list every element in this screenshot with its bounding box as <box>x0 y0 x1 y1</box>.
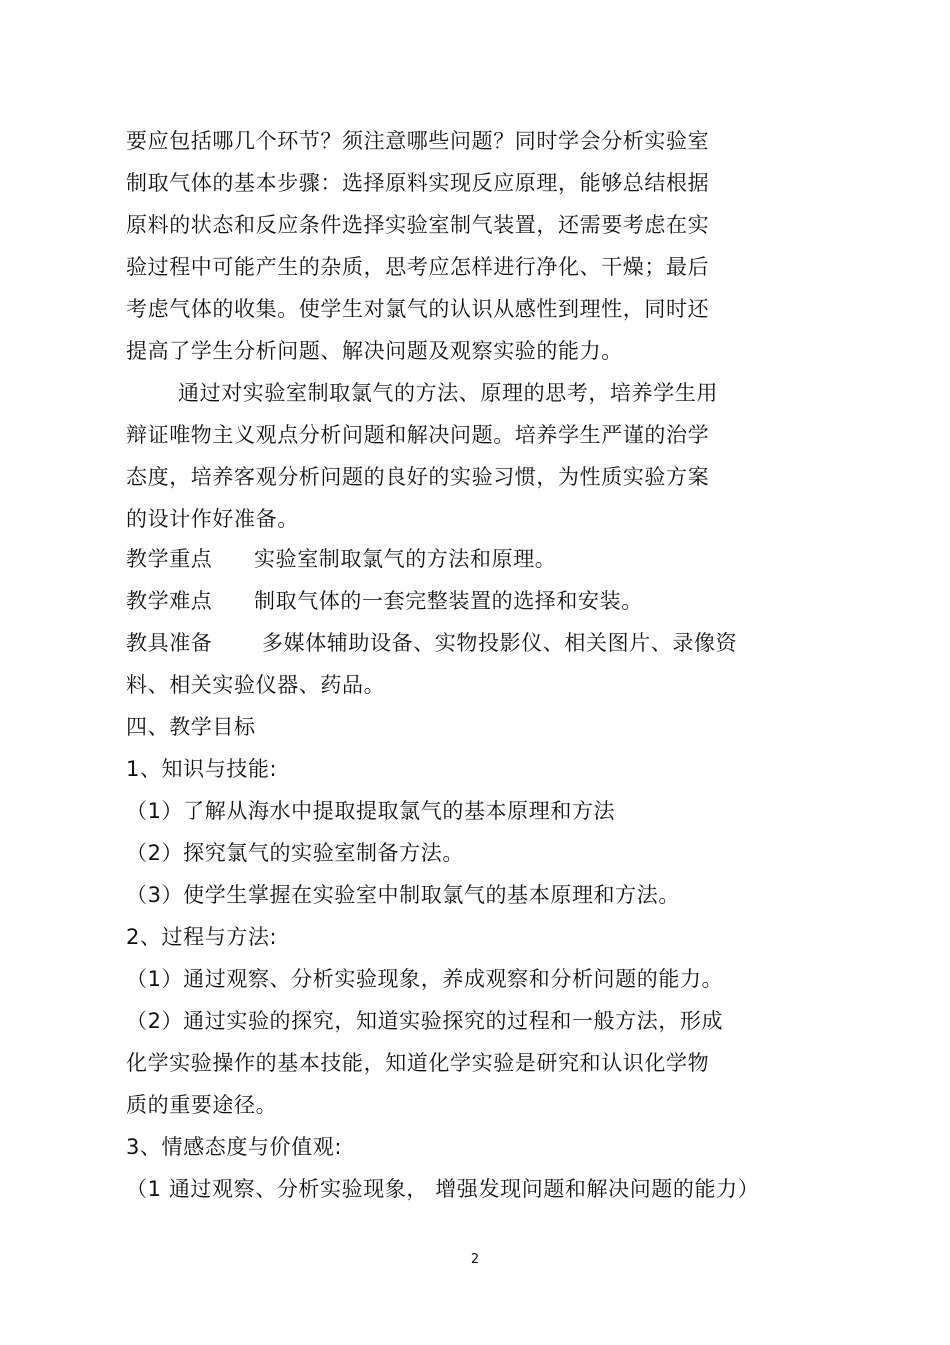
goal-1-item-2: （2）探究氯气的实验室制备方法。 <box>126 841 464 865</box>
page-number: 2 <box>470 1252 480 1267</box>
difficulty-label: 教学难点 <box>126 589 213 613</box>
goal-1-title: 1、知识与技能: <box>126 757 278 781</box>
goal-3-item-1: （1 通过观察、分析实验现象， 增强发现问题和解决问题的能力） <box>126 1177 760 1201</box>
goal-2-item-1: （1）通过观察、分析实验现象，养成观察和分析问题的能力。 <box>126 967 724 991</box>
goal-1-item-1: （1）了解从海水中提取提取氯气的基本原理和方法 <box>126 799 616 823</box>
paragraph-1-line-2: 制取气体的基本步骤：选择原料实现反应原理，能够总结根据 <box>126 171 710 195</box>
key-point-label: 教学重点 <box>126 547 213 571</box>
key-point-text: 实验室制取氯气的方法和原理。 <box>254 547 557 571</box>
paragraph-1-line-5: 考虑气体的收集。使学生对氯气的认识从感性到理性，同时还 <box>126 297 710 321</box>
goal-2-item-2-continued-1: 化学实验操作的基本技能，知道化学实验是研究和认识化学物 <box>126 1051 710 1075</box>
equipment-row <box>126 630 737 656</box>
paragraph-1-line-6: 提高了学生分析问题、解决问题及观察实验的能力。 <box>126 339 623 363</box>
equipment-label: 教具准备 <box>126 631 213 655</box>
equipment-text: 多媒体辅助设备、实物投影仪、相关图片、录像资 <box>262 631 738 655</box>
paragraph-2-line-1: 通过对实验室制取氯气的方法、原理的思考，培养学生用 <box>178 381 718 405</box>
goal-2-item-2: （2）通过实验的探究，知道实验探究的过程和一般方法，形成 <box>126 1009 724 1033</box>
goal-2-title: 2、过程与方法: <box>126 925 278 949</box>
difficulty-row <box>126 588 643 614</box>
goal-1-item-3: （3）使学生掌握在实验室中制取氯气的基本原理和方法。 <box>126 883 680 907</box>
paragraph-1-line-4: 验过程中可能产生的杂质，思考应怎样进行净化、干燥；最后 <box>126 255 710 279</box>
paragraph-1-line-3: 原料的状态和反应条件选择实验室制气装置，还需要考虑在实 <box>126 213 710 237</box>
key-point-row <box>126 546 556 572</box>
goal-3-title: 3、情感态度与价值观: <box>126 1135 343 1159</box>
paragraph-2-line-2: 辩证唯物主义观点分析问题和解决问题。培养学生严谨的治学 <box>126 423 710 447</box>
difficulty-text: 制取气体的一套完整装置的选择和安装。 <box>254 589 643 613</box>
section-4-title: 四、教学目标 <box>126 715 256 739</box>
paragraph-1-line-1: 要应包括哪几个环节？须注意哪些问题？同时学会分析实验室 <box>126 129 710 153</box>
paragraph-2-line-3: 态度，培养客观分析问题的良好的实验习惯，为性质实验方案 <box>126 465 710 489</box>
paragraph-2-line-4: 的设计作好准备。 <box>126 507 299 531</box>
equipment-text-continued: 料、相关实验仪器、药品。 <box>126 673 386 697</box>
goal-2-item-2-continued-2: 质的重要途径。 <box>126 1093 278 1117</box>
